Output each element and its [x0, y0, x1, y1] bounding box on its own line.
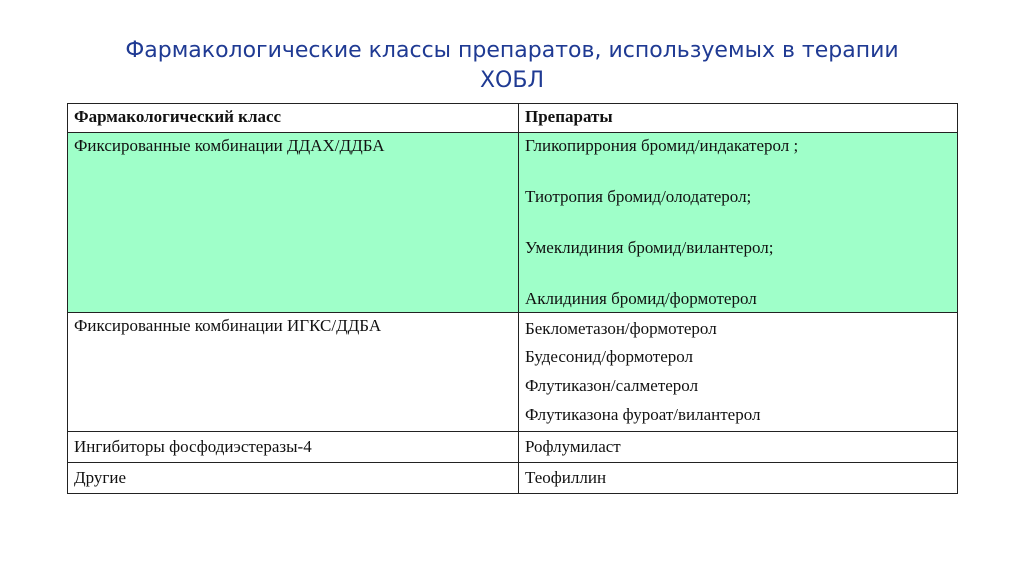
drug-classes-table [67, 103, 958, 494]
row-class-label: Фиксированные комбинации ДДАХ/ДДБА [74, 136, 385, 155]
slide-title-line-1: Фармакологические классы препаратов, используемых в терапии [125, 38, 899, 63]
drug-item: Теофиллин [519, 463, 958, 494]
row-class-cell: Другие [68, 463, 519, 494]
drug-item: Умеклидиния бромид/вилантерол; [525, 238, 774, 257]
table-header-row [68, 104, 958, 133]
table-row [68, 313, 958, 432]
drug-item: Беклометазон/формотерол [525, 319, 717, 338]
table-row [68, 463, 958, 494]
drug-item: Будесонид/формотерол [525, 347, 694, 366]
row-drugs-cell [519, 133, 958, 313]
slide-title [0, 36, 1024, 96]
table-row [68, 133, 958, 313]
drug-item: Флутиказона фуроат/вилантерол [525, 405, 761, 424]
row-class-label: Фиксированные комбинации ИГКС/ДДБА [74, 316, 382, 335]
row-class-cell: Ингибиторы фосфодиэстеразы-4 [68, 432, 519, 463]
header-class: Фармакологический класс [68, 104, 519, 133]
row-class-cell [68, 133, 519, 313]
drug-item: Рофлумиласт [519, 432, 958, 463]
header-drugs: Препараты [519, 104, 958, 133]
row-drugs-cell [519, 313, 958, 432]
drug-item: Аклидиния бромид/формотерол [525, 289, 757, 308]
drug-item: Тиотропия бромид/олодатерол; [525, 187, 752, 206]
row-class-cell [68, 313, 519, 432]
slide-title-line-2: ХОБЛ [479, 68, 545, 93]
drug-item: Гликопиррония бромид/индакатерол ; [525, 136, 799, 155]
drug-item: Флутиказон/салметерол [525, 376, 699, 395]
table-row [68, 432, 958, 463]
